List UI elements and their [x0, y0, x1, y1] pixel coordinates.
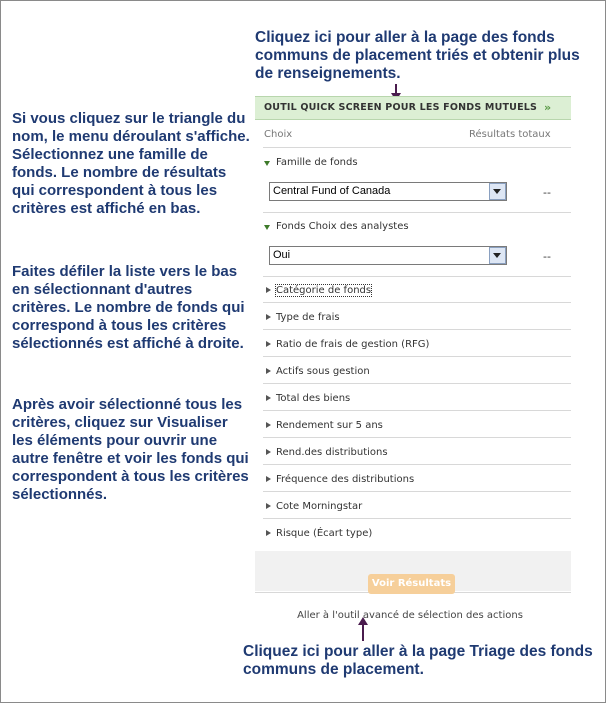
filter-risk[interactable]: [263, 523, 563, 549]
filter-label: Catégorie de fonds: [276, 285, 372, 296]
divider: [263, 356, 571, 357]
triangle-right-icon[interactable]: [266, 287, 271, 293]
select-value: Central Fund of Canada: [273, 185, 391, 197]
double-chevron-right-icon[interactable]: »: [544, 101, 552, 114]
filter-label: Fonds Choix des analystes: [276, 221, 409, 232]
filter-label: Ratio de frais de gestion (RFG): [276, 339, 430, 350]
divider: [263, 437, 571, 438]
column-header-results: Résultats totaux: [469, 129, 551, 140]
triangle-right-icon[interactable]: [266, 422, 271, 428]
annotation-top: Cliquez ici pour aller à la page des fonds communs de placement triés et obtenir plus de renseignements.: [255, 29, 580, 82]
triangle-right-icon[interactable]: [266, 395, 271, 401]
annotation-bottom: Cliquez ici pour aller à la page Triage des fonds communs de placement.: [243, 643, 593, 678]
triangle-right-icon[interactable]: [266, 314, 271, 320]
divider: [263, 383, 571, 384]
quick-screen-panel: [255, 96, 571, 633]
dropdown-arrow-icon[interactable]: [489, 183, 506, 200]
divider: [263, 329, 571, 330]
column-header-choice: Choix: [264, 129, 293, 140]
fund-family-select[interactable]: [269, 182, 507, 201]
triangle-right-icon[interactable]: [266, 530, 271, 536]
panel-title-link[interactable]: OUTIL QUICK SCREEN POUR LES FONDS MUTUELS: [264, 102, 538, 113]
filter-label: Rendement sur 5 ans: [276, 420, 383, 431]
triangle-down-icon[interactable]: [264, 161, 270, 166]
annotation-left-3: Après avoir sélectionné tous les critères, cliquez sur Visualiser les éléments pour ouvrir une autre fenêtre et voir les fonds qui correspondent à tous les critères sélectionnés.: [12, 396, 249, 503]
annotation-left-1: Si vous cliquez sur le triangle du nom, le menu déroulant s'affiche. Sélectionnez une famille de fonds. Le nombre de résultats qui correspondent à tous les critères est affiché en bas.: [12, 110, 250, 217]
triangle-right-icon[interactable]: [266, 503, 271, 509]
divider: [263, 147, 571, 148]
filter-label: Type de frais: [276, 312, 340, 323]
filter-label: Fréquence des distributions: [276, 474, 415, 485]
result-count: --: [543, 250, 551, 263]
triangle-right-icon[interactable]: [266, 341, 271, 347]
select-value: Oui: [273, 249, 291, 261]
divider: [263, 464, 571, 465]
dropdown-arrow-icon[interactable]: [489, 247, 506, 264]
triangle-right-icon[interactable]: [266, 476, 271, 482]
annotation-left-2: Faites défiler la liste vers le bas en sélectionnant d'autres critères. Le nombre de fonds qui correspond à tous les critères sélectionnés est affiché à droite.: [12, 263, 245, 352]
triangle-right-icon[interactable]: [266, 368, 271, 374]
filter-label: Actifs sous gestion: [276, 366, 370, 377]
filter-fund-family[interactable]: [263, 152, 563, 178]
advanced-tool-link[interactable]: Aller à l'outil avancé de sélection des actions: [297, 610, 523, 621]
view-results-button[interactable]: Voir Résultats: [368, 574, 455, 594]
filter-label: Rend.des distributions: [276, 447, 388, 458]
filter-label: Cote Morningstar: [276, 501, 363, 512]
divider: [263, 212, 571, 213]
panel-header[interactable]: [255, 96, 571, 120]
analyst-choice-select[interactable]: [269, 246, 507, 265]
filter-analyst-choice[interactable]: [263, 216, 563, 242]
divider: [263, 410, 571, 411]
divider: [263, 276, 571, 277]
filter-label: Total des biens: [276, 393, 351, 404]
filter-label: Risque (Écart type): [276, 528, 373, 539]
divider: [263, 518, 571, 519]
arrow-down-icon: [395, 84, 397, 94]
result-count: --: [543, 186, 551, 199]
triangle-right-icon[interactable]: [266, 449, 271, 455]
filter-label: Famille de fonds: [276, 157, 358, 168]
triangle-down-icon[interactable]: [264, 225, 270, 230]
divider: [263, 491, 571, 492]
divider: [263, 302, 571, 303]
